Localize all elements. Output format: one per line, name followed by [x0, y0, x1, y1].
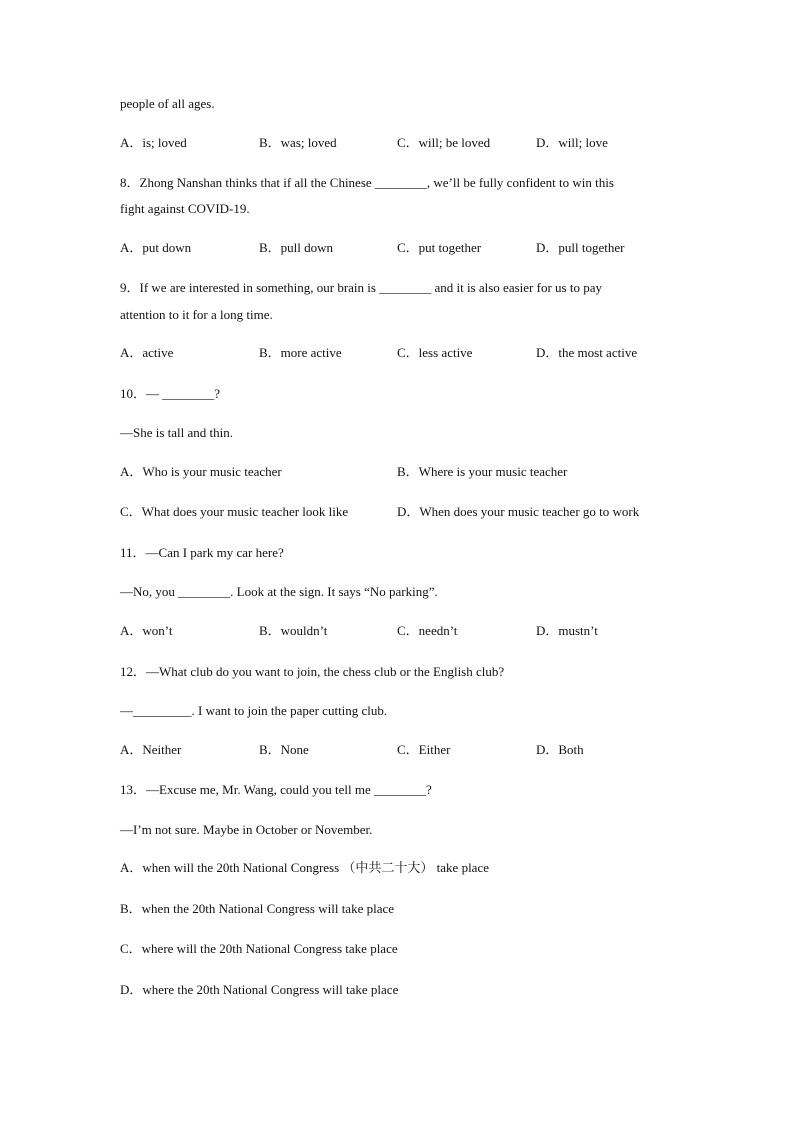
q9-stem-line2: attention to it for a long time. — [120, 307, 273, 322]
q7-option-a: A．is; loved — [120, 135, 187, 150]
q11-option-b: B．wouldn’t — [259, 623, 328, 638]
q11-option-d: D．mustn’t — [536, 623, 598, 638]
q10-option-a: A．Who is your music teacher — [120, 464, 282, 479]
q13-stem-line2: —I’m not sure. Maybe in October or November. — [120, 822, 373, 837]
q8-option-d: D．pull together — [536, 240, 625, 255]
q13-option-a: A．when will the 20th National Congress （中共二十大） take place — [120, 860, 489, 875]
q10-stem-line1: 10．— ________? — [120, 386, 221, 401]
q8-stem-line2: fight against COVID-19. — [120, 201, 250, 216]
q8-stem-line1: 8．Zhong Nanshan thinks that if all the Chinese ________, we’ll be fully confident to win this — [120, 175, 614, 190]
q9-option-a: A．active — [120, 345, 174, 360]
q8-option-b: B．pull down — [259, 240, 334, 255]
q10-option-d: D．When does your music teacher go to work — [397, 504, 640, 519]
q12-option-b: B．None — [259, 742, 309, 757]
q11-option-c: C．needn’t — [397, 623, 458, 638]
q7-option-c: C．will; be loved — [397, 135, 491, 150]
q9-stem-line1: 9．If we are interested in something, our brain is ________ and it is also easier for us to pay — [120, 280, 602, 295]
q11-option-a: A．won’t — [120, 623, 173, 638]
q9-option-b: B．more active — [259, 345, 342, 360]
q12-option-d: D．Both — [536, 742, 584, 757]
q10-option-b: B．Where is your music teacher — [397, 464, 568, 479]
q12-option-c: C．Either — [397, 742, 451, 757]
q10-option-c: C．What does your music teacher look like — [120, 504, 349, 519]
q7-option-d: D．will; love — [536, 135, 608, 150]
question-7-stem-tail: people of all ages. — [120, 96, 215, 111]
q13-option-d: D．where the 20th National Congress will take place — [120, 982, 399, 997]
q12-option-a: A．Neither — [120, 742, 182, 757]
q8-option-c: C．put together — [397, 240, 482, 255]
q11-stem-line2: —No, you ________. Look at the sign. It says “No parking”. — [120, 584, 438, 599]
q7-option-b: B．was; loved — [259, 135, 337, 150]
q9-option-c: C．less active — [397, 345, 473, 360]
q11-stem-line1: 11．—Can I park my car here? — [120, 545, 284, 560]
q9-option-d: D．the most active — [536, 345, 638, 360]
q10-stem-line2: —She is tall and thin. — [120, 425, 234, 440]
q13-stem-line1: 13．—Excuse me, Mr. Wang, could you tell me ________? — [120, 782, 432, 797]
q12-stem-line1: 12．—What club do you want to join, the chess club or the English club? — [120, 664, 505, 679]
q13-option-b: B．when the 20th National Congress will take place — [120, 901, 395, 916]
q8-option-a: A．put down — [120, 240, 192, 255]
q13-option-c: C．where will the 20th National Congress take place — [120, 941, 398, 956]
q12-stem-line2: —_________. I want to join the paper cutting club. — [120, 703, 388, 718]
